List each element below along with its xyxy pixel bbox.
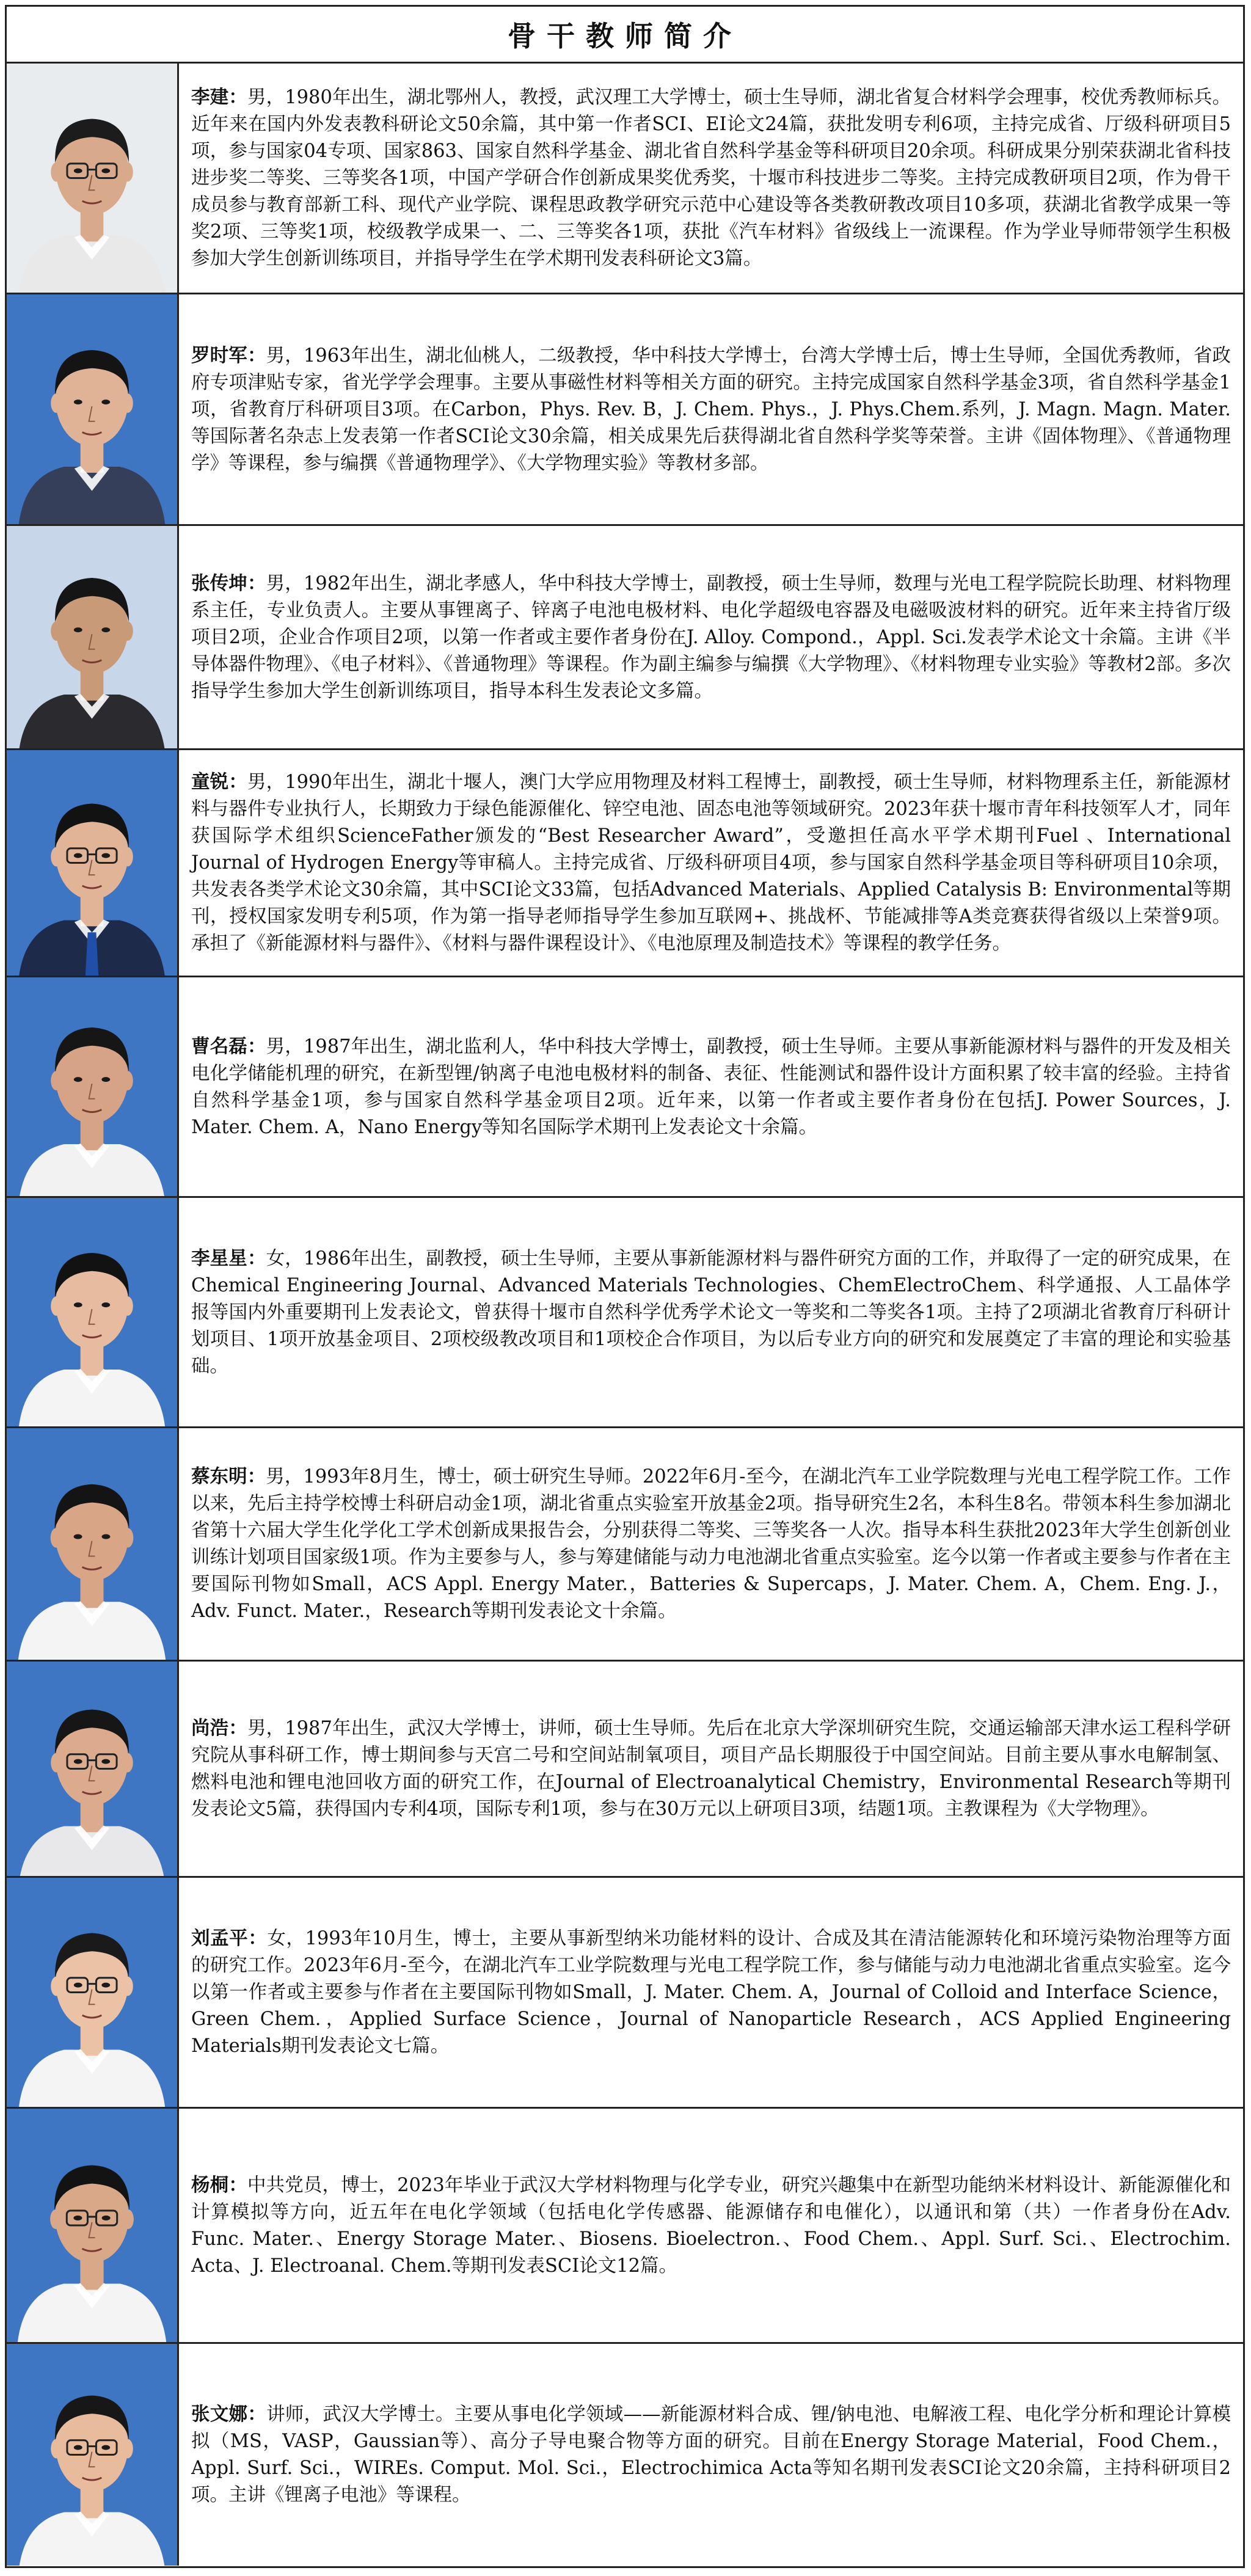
teacher-name: 蔡东明： [191,1465,266,1487]
photo-cell [7,64,179,293]
photo-cell [7,526,179,748]
teacher-bio-text: 女，1993年10月生，博士，主要从事新型纳米功能材料的设计、合成及其在清洁能源转化和环境污染物治理等方面的研究工作。2023年6月-至今，在湖北汽车工业学院数理与光电工程学院工作，参与储能与动力电池湖北省重点实验室。迄今以第一作者或主要参与作者在主要国际刊物如Small，J. Mater. Chem. A，Journal of Colloid and Interface Science，Green Chem.，Applied Surface Science，Journal of Nanoparticle Research，ACS Applied Engineering Materials期刊发表论文七篇。 [191,1928,1231,2057]
teacher-row [7,2109,1243,2344]
teacher-name: 张文娜： [191,2403,267,2425]
teacher-row [7,977,1243,1198]
photo-cell [7,750,179,976]
bio-cell [179,526,1243,748]
teacher-name: 童锐： [191,771,247,793]
teacher-bio-text: 男，1990年出生，湖北十堰人，澳门大学应用物理及材料工程博士，副教授，硕士生导师，材料物理系主任，新能源材料与器件专业执行人，长期致力于绿色能源催化、锌空电池、固态电池等领域研究。2023年获十堰市青年科技领军人才，同年获国际学术组织ScienceFather颁发的“Best Researcher Award”，受邀担任高水平学术期刊Fuel 、International Journal of Hydrogen Energy等审稿人。主持完成省、厅级科研项目4项，参与国家自然科学基金项目等科研项目10余项，共发表各类学术论文30余篇，其中SCI论文33篇，包括Advanced Materials、Applied Catalysis B: Environmental等期刊，授权国家发明专利5项，作为第一指导老师指导学生参加互联网+、挑战杯、节能减排等A类竞赛获得省级以上荣誉9项。承担了《新能源材料与器件》、《材料与器件课程设计》、《电池原理及制造技术》等课程的教学任务。 [191,772,1231,954]
bio-cell [179,2344,1243,2566]
teacher-name: 李星星： [191,1247,266,1269]
teacher-bio-text: 男，1980年出生，湖北鄂州人，教授，武汉理工大学博士，硕士生导师，湖北省复合材料学会理事，校优秀教师标兵。近年来在国内外发表教科研论文50余篇，其中第一作者SCI、EI论文24篇，获批发明专利6项，主持完成省、厅级科研项目5项，参与国家04专项、国家863、国家自然科学基金、湖北省自然科学基金等科研项目20余项。科研成果分别荣获湖北省科技进步奖二等奖、三等奖各1项，中国产学研合作创新成果奖优秀奖，十堰市科技进步二等奖。主持完成教研项目2项，作为骨干成员参与教育部新工科、现代产业学院、课程思政教学研究示范中心建设等各类教研教改项目10多项，获湖北省教学成果一等奖2项、三等奖1项，校级教学成果一、二、三等奖各1项，获批《汽车材料》省级线上一流课程。作为学业导师带领学生积极参加大学生创新训练项目，并指导学生在学术期刊发表科研论文3篇。 [191,87,1231,269]
bio-cell [179,750,1243,976]
portrait-photo [7,750,177,976]
teacher-row [7,1878,1243,2109]
bio-cell [179,1428,1243,1660]
teacher-name: 曹名磊： [191,1035,266,1057]
teacher-bio [191,2401,1231,2509]
teacher-bio-text: 男，1993年8月生，博士，硕士研究生导师。2022年6月-至今，在湖北汽车工业学院数理与光电工程学院工作。工作以来，先后主持学校博士科研启动金1项，湖北省重点实验室开放基金2项。指导研究生2名，本科生8名。带领本科生参加湖北省第十六届大学生化学化工学术创新成果报告会，分别获得二等奖、三等奖各一人次。指导本科生获批2023年大学生创新创业训练计划项目国家级1项。作为主要参与人，参与筹建储能与动力电池湖北省重点实验室。迄今以第一作者或主要参与作者在主要国际刊物如Small，ACS Appl. Energy Mater.，Batteries & Supercaps，J. Mater. Chem. A，Chem. Eng. J.，Adv. Funct. Mater.，Research等期刊发表论文十余篇。 [191,1466,1231,1622]
teacher-row [7,1428,1243,1662]
portrait-photo [7,2109,177,2342]
portrait-photo [7,2344,177,2566]
staff-profile-table [5,5,1245,2568]
bio-cell [179,1878,1243,2107]
bio-cell [179,977,1243,1196]
photo-cell [7,1428,179,1660]
bio-cell [179,1662,1243,1876]
photo-cell [7,1878,179,2107]
teacher-bio-text: 中共党员，博士，2023年毕业于武汉大学材料物理与化学专业，研究兴趣集中在新型功能纳米材料设计、新能源催化和计算模拟等方向，近五年在电化学领域（包括电化学传感器、能源储存和电催化），以通讯和第（共）一作者身份在Adv. Func. Mater.、Energy Storage Mater.、Biosens. Bioelectron.、Food Chem.、Appl. Surf. Sci.、Electrochim. Acta、J. Electroanal. Chem.等期刊发表SCI论文12篇。 [191,2174,1231,2277]
teacher-name: 张传坤： [191,572,266,594]
photo-cell [7,2109,179,2342]
teacher-bio-text: 讲师，武汉大学博士。主要从事电化学领域——新能源材料合成、锂/钠电池、电解液工程、电化学分析和理论计算模拟（MS，VASP，Gaussian等）、高分子导电聚合物等方面的研究。目前在Energy Storage Material，Food Chem.，Appl. Surf. Sci.，WIREs. Comput. Mol. Sci.，Electrochimica Acta等知名期刊发表SCI论文20余篇，主持科研项目2项。主讲《锂离子电池》等课程。 [191,2404,1231,2506]
photo-cell [7,977,179,1196]
portrait-photo [7,294,177,524]
bio-cell [179,64,1243,293]
teacher-bio-text: 女，1986年出生，副教授，硕士生导师，主要从事新能源材料与器件研究方面的工作，并取得了一定的研究成果，在Chemical Engineering Journal、Advanced Materials Technologies、ChemElectroChem、科学通报、人工晶体学报等国内外重要期刊上发表论文，曾获得十堰市自然科学优秀学术论文一等奖和二等奖各1项。主持了2项湖北省教育厅科研计划项目、1项开放基金项目、2项校级教改项目和1项校企合作项目，为以后专业方向的研究和发展奠定了丰富的理论和实验基础。 [191,1247,1231,1377]
teacher-name: 罗时军： [191,344,266,367]
teacher-row [7,750,1243,977]
teacher-row [7,64,1243,294]
photo-cell [7,1198,179,1426]
photo-cell [7,1662,179,1876]
teacher-row [7,2344,1243,2566]
bio-cell [179,2109,1243,2342]
teacher-name: 尚浩： [191,1717,247,1739]
teacher-bio [191,84,1231,272]
teacher-bio-text: 男，1963年出生，湖北仙桃人，二级教授，华中科技大学博士，台湾大学博士后，博士生导师，全国优秀教师，省政府专项津贴专家，省光学学会理事。主要从事磁性材料等相关方面的研究。主持完成国家自然科学基金3项，省自然科学基金1项，省教育厅科研项目3项。在Carbon，Phys. Rev. B，J. Chem. Phys.，J. Phys.Chem.系列，J. Magn. Magn. Mater.等国际著名杂志上发表第一作者SCI论文30余篇，相关成果先后获得湖北省自然科学奖等荣誉。主讲《固体物理》、《普通物理学》等课程，参与编撰《普通物理学》、《大学物理实验》等教材多部。 [191,345,1231,474]
portrait-photo [7,526,177,748]
teacher-bio [191,1245,1231,1380]
teacher-bio [191,2172,1231,2280]
teacher-bio-text: 男，1982年出生，湖北孝感人，华中科技大学博士，副教授，硕士生导师，数理与光电工程学院院长助理、材料物理系主任，专业负责人。主要从事锂离子、锌离子电池电极材料、电化学超级电容器及电磁吸波材料的研究。近年来主持省厅级项目2项，企业合作项目2项，以第一作者或主要作者身份在J. Alloy. Compond.，Appl. Sci.发表学术论文十余篇。主讲《半导体器件物理》、《电子材料》、《普通物理》等课程。作为副主编参与编撰《大学物理》、《材料物理专业实验》等教材2部。多次指导学生参加大学生创新训练项目，指导本科生发表论文多篇。 [191,572,1231,702]
teacher-row [7,1198,1243,1428]
teacher-row [7,1662,1243,1878]
teacher-rows [7,64,1243,2566]
teacher-name: 李建： [191,86,247,108]
portrait-photo [7,1878,177,2107]
teacher-row [7,294,1243,526]
teacher-bio [191,768,1231,957]
teacher-bio [191,1715,1231,1823]
teacher-bio [191,1033,1231,1141]
bio-cell [179,294,1243,524]
photo-cell [7,2344,179,2566]
teacher-name: 刘孟平： [191,1927,268,1949]
teacher-row [7,526,1243,750]
teacher-bio [191,1925,1231,2060]
portrait-photo [7,1428,177,1660]
portrait-photo [7,64,177,293]
teacher-bio-text: 男，1987年出生，湖北监利人，华中科技大学博士，副教授，硕士生导师。主要从事新能源材料与器件的开发及相关电化学储能机理的研究，在新型锂/钠离子电池电极材料的制备、表征、性能测试和器件设计方面积累了较丰富的经验。主持省自然科学基金1项，参与国家自然科学基金项目2项。近年来，以第一作者或主要作者身份在包括J. Power Sources，J. Mater. Chem. A，Nano Energy等知名国际学术期刊上发表论文十余篇。 [191,1035,1231,1138]
bio-cell [179,1198,1243,1426]
teacher-bio [191,1463,1231,1625]
portrait-photo [7,1662,177,1876]
portrait-photo [7,1198,177,1426]
teacher-bio [191,570,1231,705]
table-title: 骨干教师简介 [7,7,1243,64]
portrait-photo [7,977,177,1196]
teacher-bio [191,342,1231,477]
teacher-name: 杨桐： [191,2173,247,2196]
photo-cell [7,294,179,524]
teacher-bio-text: 男，1987年出生，武汉大学博士，讲师，硕士生导师。先后在北京大学深圳研究生院，交通运输部天津水运工程科学研究院从事科研工作，博士期间参与天宫二号和空间站制氧项目，项目产品长期服役于中国空间站。目前主要从事水电解制氢、燃料电池和锂电池回收方面的研究工作，在Journal of Electroanalytical Chemistry，Environmental Research等期刊发表论文5篇，获得国内专利4项，国际专利1项，参与在30万元以上研项目3项，结题1项。主教课程为《大学物理》。 [191,1718,1231,1820]
